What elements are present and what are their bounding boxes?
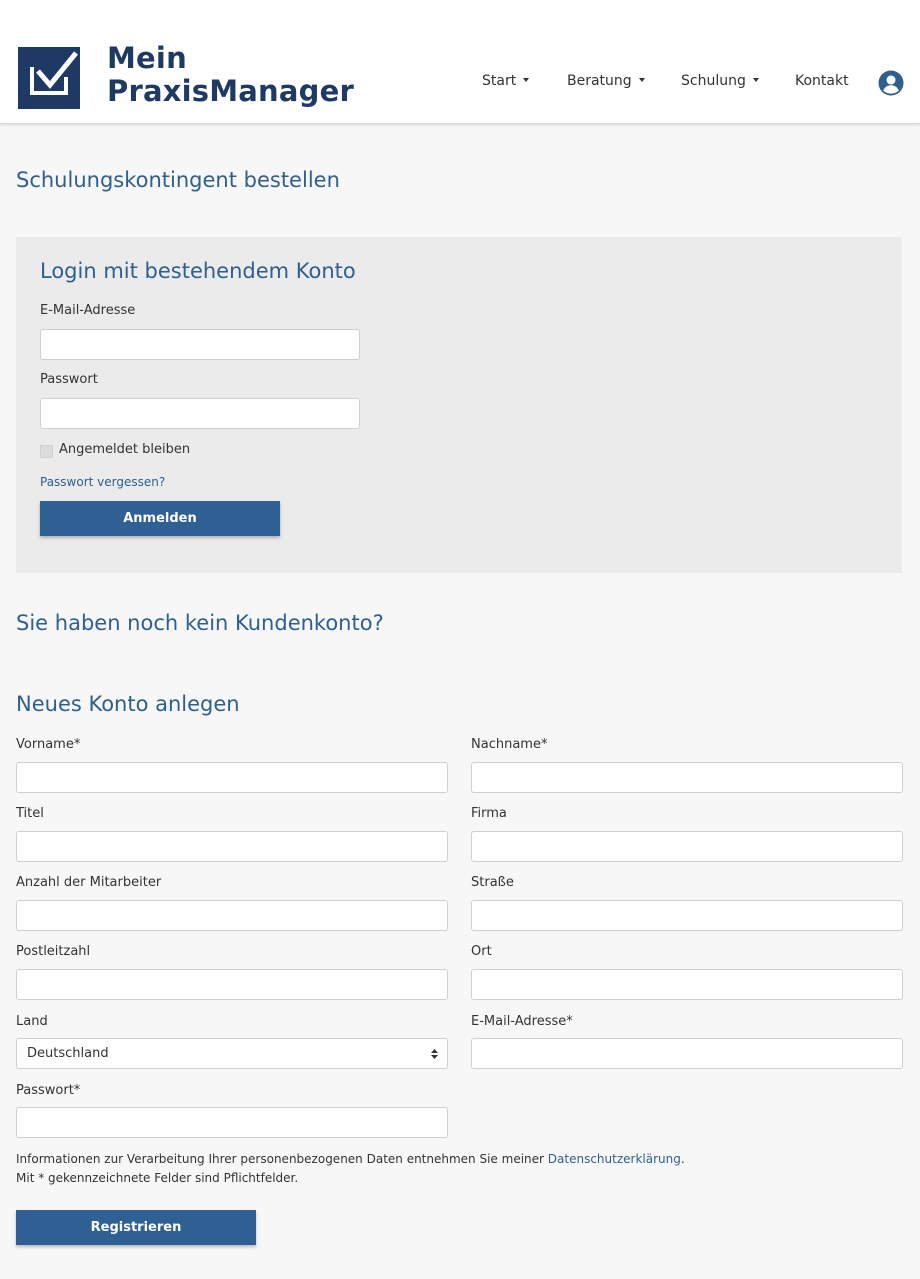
strasse-label: Straße: [471, 875, 514, 890]
no-account-heading: Sie haben noch kein Kundenkonto?: [16, 611, 384, 635]
titel-label: Titel: [16, 806, 44, 821]
email-label: E-Mail-Adresse*: [471, 1014, 573, 1029]
select-arrows-icon: [431, 1048, 438, 1060]
caret-down-icon: [753, 78, 759, 82]
nav-item-label: Kontakt: [795, 73, 849, 89]
privacy-text: Informationen zur Verarbeitung Ihrer personenbezogenen Daten entnehmen Sie meiner: [16, 1152, 548, 1166]
page-title: Schulungskontingent bestellen: [16, 168, 340, 192]
login-password-input[interactable]: [40, 398, 360, 429]
privacy-end: .: [680, 1152, 685, 1166]
titel-input[interactable]: [16, 831, 448, 862]
login-button[interactable]: Anmelden: [40, 501, 280, 536]
nav-item-beratung[interactable]: [567, 73, 645, 89]
mitarbeiter-input[interactable]: [16, 900, 448, 931]
land-label: Land: [16, 1014, 48, 1029]
register-button[interactable]: Registrieren: [16, 1210, 256, 1245]
register-title: Neues Konto anlegen: [16, 692, 240, 716]
firma-label: Firma: [471, 806, 507, 821]
passwort-input[interactable]: [16, 1107, 448, 1138]
site-header: [0, 0, 920, 124]
passwort-label: Passwort*: [16, 1083, 81, 1098]
caret-down-icon: [523, 78, 529, 82]
nachname-label: Nachname*: [471, 737, 548, 752]
vorname-input[interactable]: [16, 762, 448, 793]
privacy-policy-link[interactable]: Datenschutzerklärung: [547, 1152, 681, 1166]
nav-item-label: Beratung: [567, 73, 632, 89]
nachname-input[interactable]: [471, 762, 903, 793]
logo-line-1: Mein: [107, 41, 187, 75]
remember-label[interactable]: Angemeldet bleiben: [59, 442, 191, 457]
login-title: Login mit bestehendem Konto: [40, 259, 356, 283]
email-input[interactable]: [471, 1038, 903, 1069]
login-panel: [16, 237, 902, 573]
logo-wordmark[interactable]: [107, 42, 354, 108]
caret-down-icon: [639, 78, 645, 82]
nav-item-start[interactable]: [482, 73, 529, 89]
nav-item-label: Schulung: [681, 73, 746, 89]
ort-input[interactable]: [471, 969, 903, 1000]
nav-item-kontakt[interactable]: [795, 73, 849, 89]
logo-checkmark-icon[interactable]: [18, 47, 80, 109]
plz-label: Postleitzahl: [16, 944, 91, 959]
nav-item-schulung[interactable]: [681, 73, 759, 89]
login-password-label: Passwort: [40, 372, 98, 387]
ort-label: Ort: [471, 944, 492, 959]
forgot-password-link[interactable]: Passwort vergessen?: [40, 475, 166, 489]
login-email-input[interactable]: [40, 329, 360, 360]
plz-input[interactable]: [16, 969, 448, 1000]
vorname-label: Vorname*: [16, 737, 81, 752]
login-email-label: E-Mail-Adresse: [40, 303, 136, 318]
nav-item-label: Start: [482, 73, 517, 89]
remember-checkbox[interactable]: [40, 445, 53, 458]
firma-input[interactable]: [471, 831, 903, 862]
strasse-input[interactable]: [471, 900, 903, 931]
required-note: Mit * gekennzeichnete Felder sind Pflichtfelder.: [16, 1171, 299, 1185]
logo-line-2: PraxisManager: [107, 74, 355, 108]
land-selected-value: Deutschland: [27, 1046, 109, 1061]
privacy-info: [16, 1152, 685, 1166]
user-account-icon[interactable]: [878, 70, 904, 96]
mitarbeiter-label: Anzahl der Mitarbeiter: [16, 875, 162, 890]
land-select[interactable]: [16, 1038, 448, 1069]
